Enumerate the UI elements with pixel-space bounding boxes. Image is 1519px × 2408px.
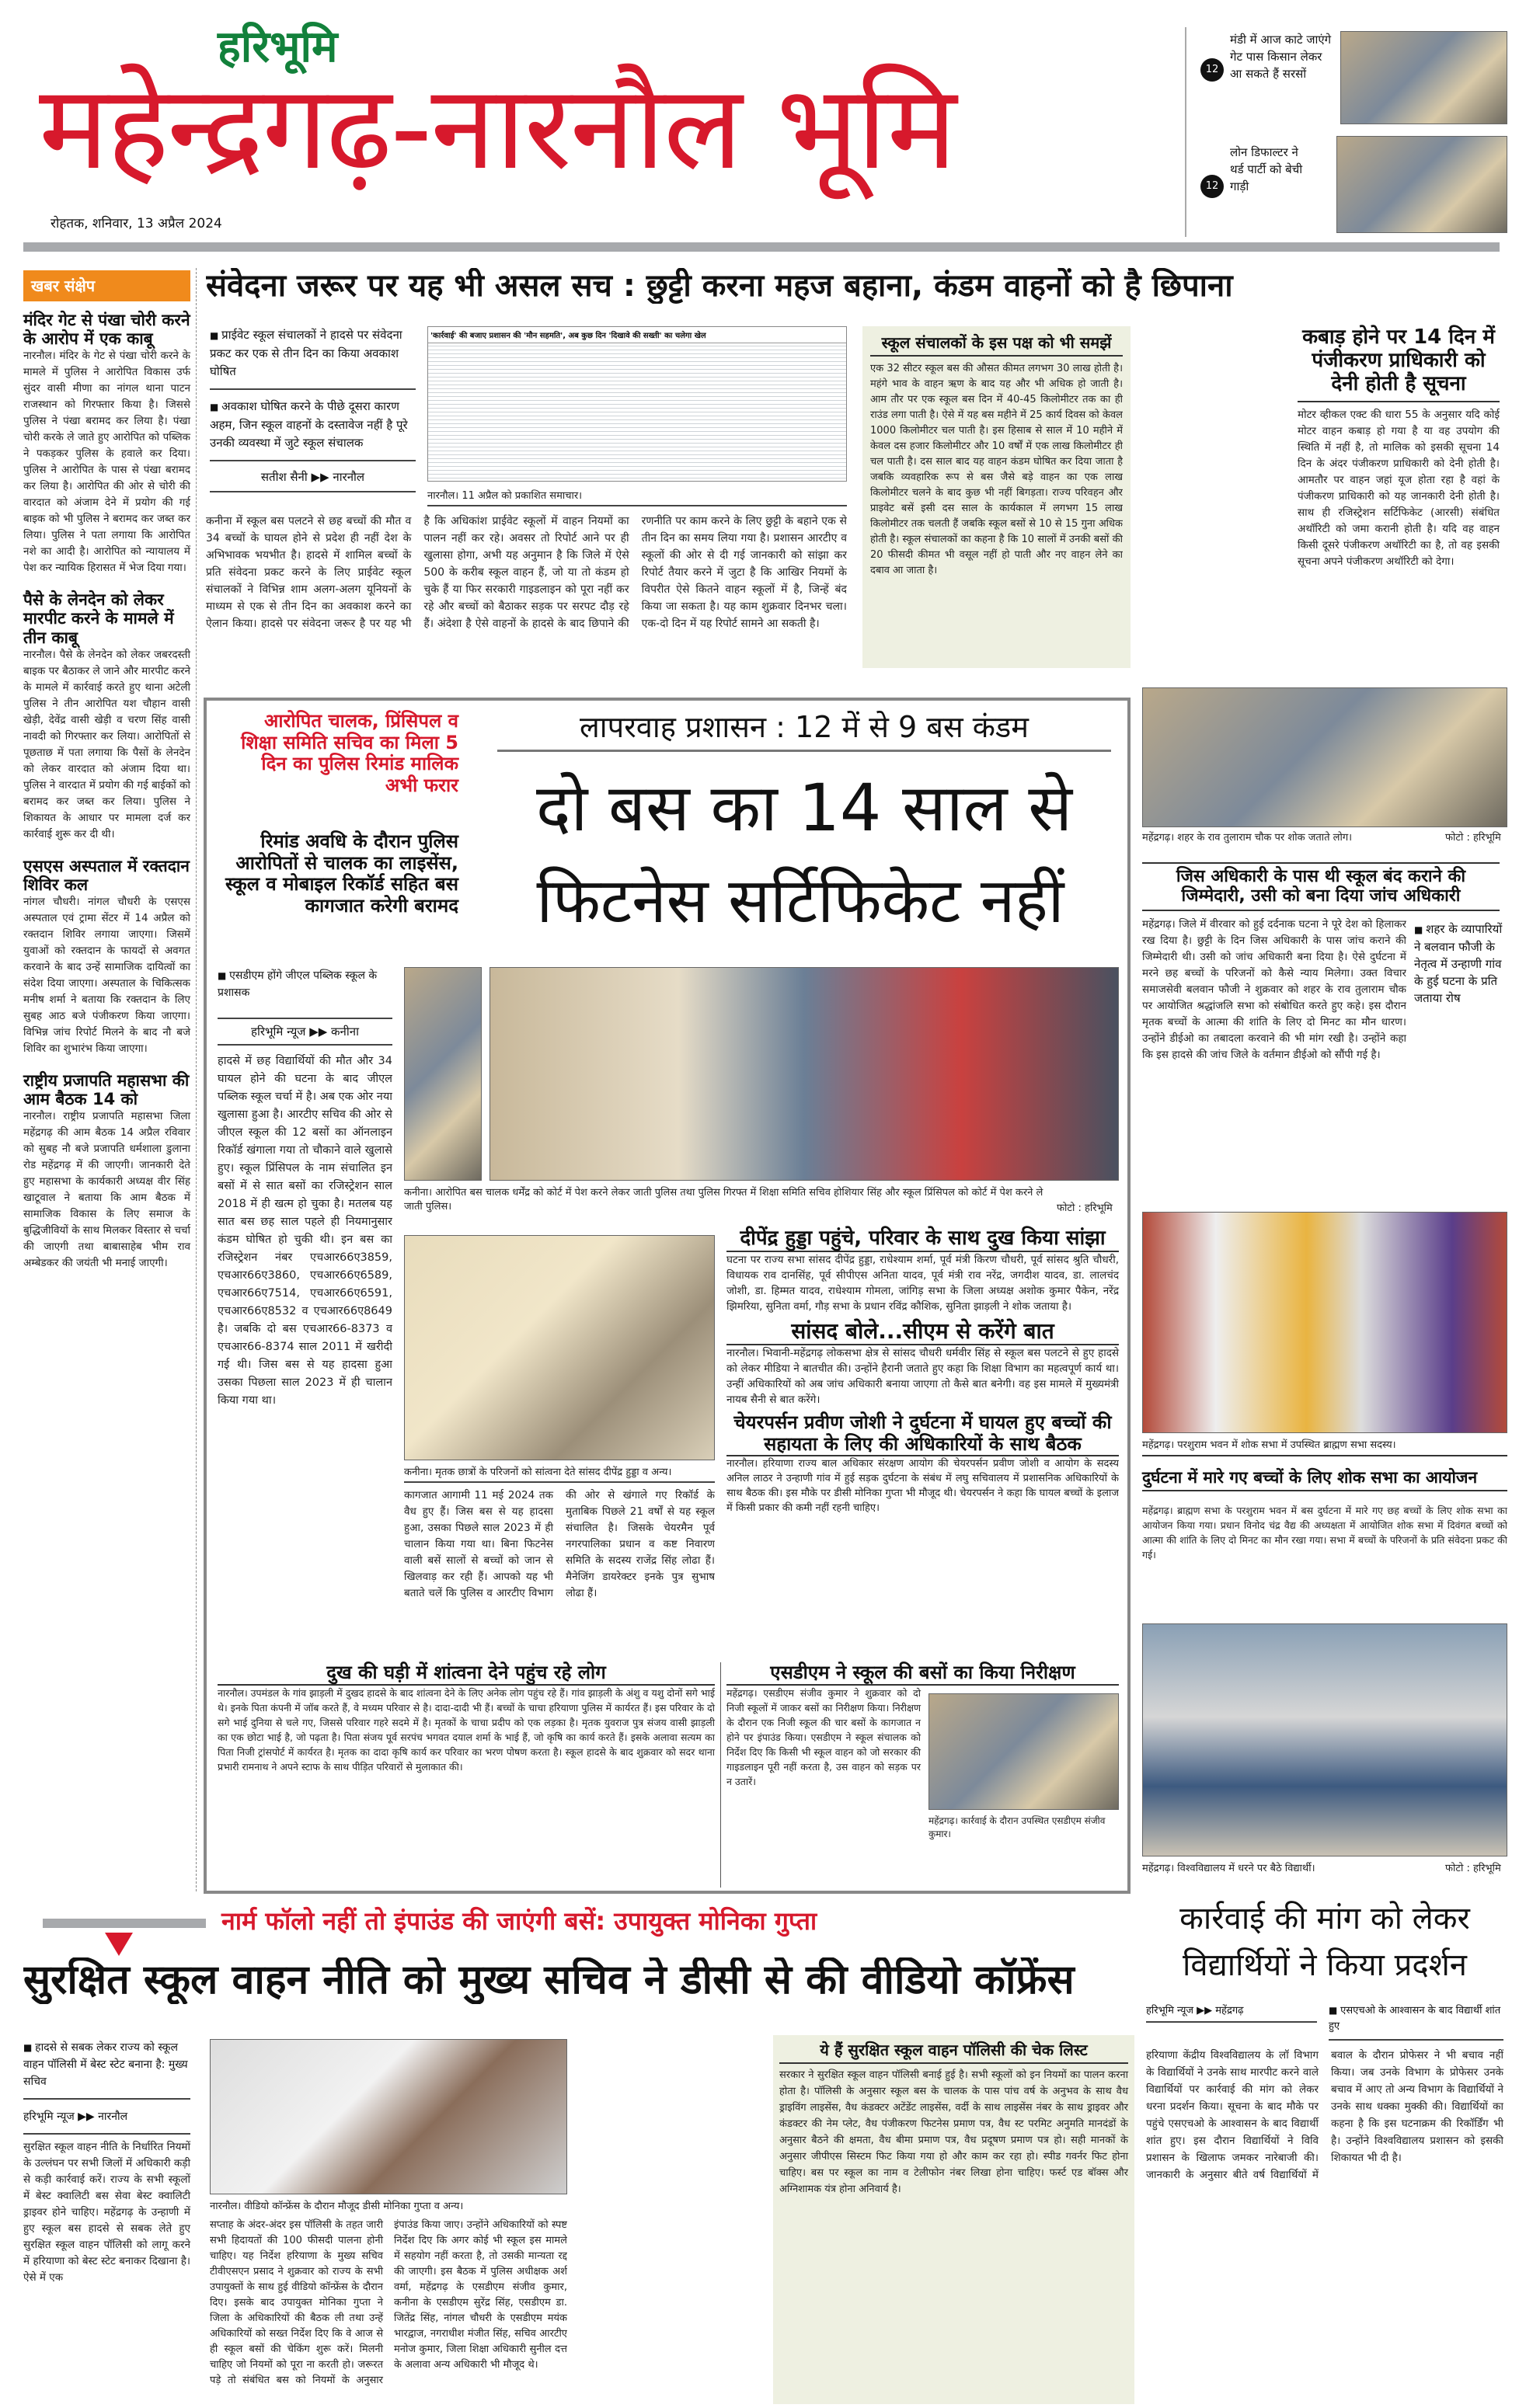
right-photo-caption-2: महेंद्रगढ़। परशुराम भवन में शोक सभा में उपस्थित ब्राह्मण सभा सदस्य। [1142, 1437, 1507, 1456]
photo-credit: फोटो : हरिभूमि [1445, 1863, 1501, 1874]
story-title: कबाड़ होने पर 14 दिन में पंजीकरण प्राधिकारी को देनी होती है सूचना [1298, 326, 1500, 402]
masthead-title: महेन्द्रगढ़-नारनौल भूमि [39, 61, 956, 196]
clipping-image [427, 326, 847, 482]
sub-text: नारनौल। हरियाणा राज्य बाल अधिकार संरक्षण आयोग की चेयरपर्सन प्रवीण जोशी व आयोग के सदस्य अनिल लाठर ने उन्हाणी गांव में हुई सड़क दुर्घटना के संबंध में लघु सचिवालय में प्रशासनिक अधिकारियों के साथ बैठक की। इस मौके पर डीसी मोनिका गुप्ता भी मौजूद थी। चेयरपर्सन ने कहा कि घायल बच्चों के इलाज में किसी प्रकार की कमी नहीं रहनी चाहिए। [726, 1458, 1119, 1515]
kicker-arrow-icon [105, 1933, 133, 1956]
brief-text: नारनौल। मंदिर के गेट से पंखा चोरी करने के मामले में पुलिस ने आरोपित विकास उर्फ सुंदर वासी मीणा का नांगल थाना पाटन राजस्थान को गिरफ्तार किया है। जिससे पुलिस ने पंखा बरामद कर लिया है। पंखा चोरी करके ले जाते हुए आरोपित को पब्लिक ने पकड़कर पुलिस के हवाले कर दिया। पुलिस ने आरोपित के पास से पंखा बरामद कर लिया है। आरोपित की ओर से चोरी की वारदात को अंजाम देने में प्रयोग की गई बाइक को भी पुलिस ने बरामद कर जब्त कर लिया। पुलिस ने पता लगाया कि आरोपित नशे का आदी है। आरोपित को न्यायालय में पेश कर न्यायिक हिरासत में भेज दिया गया। [23, 350, 190, 575]
video-conference-photo [210, 2039, 567, 2194]
main-kicker: लापरवाह प्रशासन : 12 में से 9 बस कंडम [497, 711, 1111, 752]
sub-title: दुख की घड़ी में शांत्वना देने पहुंच रहे लोग [218, 1662, 715, 1686]
sdm-caption: महेंद्रगढ़। कार्रवाई के दौरान उपस्थित एसडीएम संजीव कुमार। [928, 1815, 1106, 1839]
right-photo-protest [1142, 1623, 1507, 1856]
main-photo-caption-2: कनीना। मृतक छात्रों के परिजनों को सांत्वना देते सांसद दीपेंद्र हुड्डा व अन्य। [404, 1464, 715, 1483]
bottom-bullet: ■ हादसे से सबक लेकर राज्य को स्कूल वाहन पॉलिसी में बेस्ट स्टेट बनाना है: मुख्य सचिव [23, 2039, 190, 2100]
protest-bullet: ■ एसएचओ के आश्वासन के बाद विद्यार्थी शांत हुए [1329, 2003, 1503, 2041]
right-text-1: महेंद्रगढ़। जिले में वीरवार को हुई दर्दनाक घटना ने पूरे देश को हिलाकर रख दिया है। छुट्टी के दिन जिस अधिकारी के पास जांच कराने की जिम्मेदारी थी। उसी को जांच अधिकारी बना दिया है। ऐसे दुर्घटना में मरने छह बच्चों के परिजनों को कैसे न्याय मिलेगा। उक्त विचार समाजसेवी बलवान फौजी ने शुक्रवार को शहर के राव तुलाराम चौक पर आयोजित श्रद्धांजलि सभा को संबोधित करते हुए कहे। इस दौरान मृतक बच्चों के आत्मा की शांति के लिए दो मिनट का मौन धारण। उन्होंने डीईओ का तबादला करवाने की भी मांग रखी है। उन्होंने कहा कि इस हादसे की जांच जिले के वर्तमान डीईओ को सौंपी गई है। [1142, 918, 1406, 1061]
main-body-text-2: कागजात आगामी 11 मई 2024 तक वैध हुए हैं। जिस बस से यह हादसा हुआ, उसका पिछले साल 2023 में ही चालान किया गया था। बिना फिटनेस वाली बसें सालों से बच्चों को जान से खिलवाड़ कर रही हैं। आपको यह भी बताते चलें कि पुलिस व आरटीए विभाग की ओर से खंगाले गए रिकॉर्ड के मुताबिक पिछले 21 वर्षों से यह स्कूल संचालित है। जिसके चेयरमैन पूर्व नगरपालिका प्रधान व कष्ट निवारण समिति के सदस्य राजेंद्र सिंह लोढा हैं। मैनेजिंग डायरेक्टर इनके पुत्र सुभाष लोढा हैं। [404, 1489, 715, 1599]
right-side-bullet: ■ शहर के व्यापारियों ने बलवान फौजी के नेतृत्व में उन्हाणी गांव के हुई घटना के प्रति जताया रोष [1414, 920, 1503, 1007]
top-body-text: कनीना में स्कूल बस पलटने से छह बच्चों की मौत व 34 बच्चों के घायल होने से प्रदेश ही नहीं देश के अभिभावक भयभीत है। हादसे में शामिल बच्चों के प्रति संवेदना प्रकट करने के लिए प्राईवेट स्कूल संचालकों ने विभिन्न शाम अलग-अलग यूनियनों के माध्यम से एक से तीन दिन का अवकाश करने का ऐलान किया। हादसे पर संवेदना जरूर है पर यह भी है कि अधिकांश प्राईवेट स्कूलों में वाहन नियमों का पालन नहीं कर रहे। अवसर तो रिपोर्ट आने पर ही खुलासा होगा, अभी यह अनुमान है कि जिले में ऐसे 500 के करीब स्कूल वाहन हैं, जो या तो कंडम हो चुके हैं या फिर सरकारी गाइडलाइन को पूरा नहीं कर रहे और बच्चों को बैठाकर सड़क पर सरपट दौड़ रहे हैं। अंदेशा है ऐसे वाहनों के हादसे के बाद छिपाने की रणनीति पर काम करने के लिए छुट्टी के बहाने एक से तीन दिन का समय लिया गया है। प्रशासन आरटीए व स्कूलों की ओर से दी गई जानकारी को सांझा कर रिपोर्ट तैयार करने में जुटा है कि आखिर नियमों के विपरीत ऐसे कितने वाहन स्कूलों में है, जिन्हें बंद किया जा सकता है। यह काम शुक्रवार दिनभर चला। एक-दो दिन में यह रिपोर्ट सामने आ सकती है। [206, 515, 847, 630]
sub-title: चेयरपर्सन प्रवीण जोशी ने दुर्घटना में घायल हुए बच्चों की सहायता के लिए की अधिकारियों के साथ बैठक [726, 1412, 1119, 1456]
photo-credit: फोटो : हरिभूमि [1057, 1202, 1113, 1214]
main-body-text: हादसे में छह विद्यार्थियों की मौत और 34 घायल होने की घटना के बाद जीएल पब्लिक स्कूल चर्चा में है। अब एक ओर नया खुलासा हुआ है। आरटीए सचिव की ओर से जीएल स्कूल की 12 बसों का ऑनलाइन रिकॉर्ड खंगाला गया तो चौकाने वाले खुलासे हुए। स्कूल प्रिंसिपल के नाम संचालित इन बसों में से सात बसों का रजिस्ट्रेशन साल 2018 में ही खत्म हो चुका है। मतलब यह सात बस छह साल पहले ही नियमानुसार कंडम घोषित हो चुकी थी। इन बस का रजिस्ट्रेशन नंबर एचआर66ए3859, एचआर66ए3860, एचआर66ए6589, एचआर66ए7514, एचआर66ए6591, एचआर66ए8532 व एचआर66ए8649 है। जबकि दो बस एचआर66-8373 व एचआर66-8374 साल 2011 में खरीदी गई थी। जिस बस से यह हादसा हुआ उसका पिछला साल 2023 में ही चालान किया गया था। [218, 1055, 392, 1407]
brief-item[interactable] [23, 1071, 190, 1272]
brief-list [23, 311, 190, 1272]
bottom-left-meta [23, 2039, 190, 2286]
sub-title: सांसद बोले...सीएम से करेंगे बात [726, 1319, 1119, 1345]
bullet-point: ■ अवकाश घोषित करने के पीछे दूसरा कारण अहम, जिन स्कूल वाहनों के दस्तावेज नहीं है पूरे उनकी व्यवस्था में जुटे स्कूल संचालक [210, 398, 416, 461]
main-headline-1: दो बस का 14 साल से [535, 770, 1073, 846]
sub-title: दीपेंद्र हुड्डा पहुंचे, परिवार के साथ दुख किया सांझा [726, 1227, 1119, 1252]
masthead-rule [23, 242, 1500, 252]
kicker-marker [43, 1919, 206, 1928]
protest-byline: हरिभूमि न्यूज ▶▶ महेंद्रगढ़ [1146, 2003, 1317, 2023]
teaser-photo [1336, 136, 1507, 233]
main-photo-caption-1: कनीना। आरोपित बस चालक धर्मेंद्र को कोर्ट में पेश करने लेकर जाती पुलिस तथा पुलिस गिरफ्त में शिक्षा समिति सचिव होशियार सिंह और स्कूल प्रिंसिपल को कोर्ट में पेश करने ले जाती पुलिस। [404, 1187, 1043, 1213]
sub-text: घटना पर राज्य सभा सांसद दीपेंद्र हुड्डा, राधेश्याम शर्मा, पूर्व मंत्री किरण चौधरी, पूर्व सांसद श्रुति चौधरी, विधायक राव दानसिंह, पूर्व सीपीएस अनिता यादव, पूर्व मंत्री राव नरेंद्र, जगदीश यादव, डा. लालचंद जोशी, डा. हिम्मत यादव, राधेश्याम गोमला, जांगिड़ सभा के जिला अध्यक्ष अशोक कुमार पैकेन, नरेंद्र झिमरिया, सुनिता वर्मा, गौड़ सभा के प्रधान रविंद्र कौशिक, सुनिता झाड़ली ने शोक जताया है। [726, 1253, 1119, 1313]
dateline: रोहतक, शनिवार, 13 अप्रैल 2024 [51, 216, 222, 231]
sub-story-condolence [218, 1662, 715, 1774]
teaser-2[interactable] [1200, 136, 1511, 237]
right-photo-tribute [1142, 687, 1507, 827]
brief-title: मंदिर गेट से पंखा चोरी करने के आरोप में एक काबू [23, 311, 190, 349]
photo-credit: फोटो : हरिभूमि [1445, 832, 1501, 844]
story-text: मोटर व्हीकल एक्ट की धारा 55 के अनुसार यदि कोई मोटर वाहन कबाड़ हो गया है या वह उपयोग की स्थिति में नहीं है, तो मालिक को इसकी सूचना 14 दिन के अंदर पंजीकरण प्राधिकारी को देनी होती है। आमतौर पर वाहन जहां यूज होता रहा है वहां के पंजीकरण प्राधिकारी को यह जानकारी देनी होती है। साथ ही रजिस्ट्रेशन सर्टिफिकेट (आरसी) संबंधित अथॉरिटी को जमा करानी होती है। यदि वह वाहन किसी दूसरे पंजीकरण अथॉरिटी का है, तो वह इसकी सूचना अपने पंजीकरण अथॉरिटी को देगा। [1298, 408, 1500, 568]
column-divider [196, 268, 197, 1891]
right-headline-1: जिस अधिकारी के पास थी स्कूल बंद कराने की जिम्मेदारी, उसी को बना दिया जांच अधिकारी [1142, 862, 1500, 911]
sub-text: नारनौल। भिवानी-महेंद्रगढ़ लोकसभा क्षेत्र से सांसद चौधरी धर्मवीर सिंह से स्कूल बस पलटने से हुए हादसे को लेकर मीडिया ने बातचीत की। उन्होंने हैरानी जताते हुए कहा कि शिक्षा विभाग का महत्वपूर्ण कार्य था। उन्हीं अधिकारियों को अब जांच अधिकारी बनाया जाएगा तो कैसे बात बनेगी। वह इस मामले में मुख्यमंत्री नायब सैनी से बात करेंगे। [726, 1347, 1119, 1407]
clipping-caption: नारनौल। 11 अप्रैल को प्रकाशित समाचार। [427, 488, 847, 506]
column-rule [720, 1662, 721, 1888]
brief-item[interactable] [23, 590, 190, 842]
sub-title: एसडीएम ने स्कूल की बसों का किया निरीक्षण [726, 1662, 1119, 1686]
protest-headline: कार्रवाई की मांग को लेकर विद्यार्थियों ने किया प्रदर्शन [1179, 1901, 1470, 1983]
right-photo-caption-1: महेंद्रगढ़। शहर के राव तुलाराम चौक पर शोक जताते लोग। [1142, 832, 1353, 844]
brief-text: नारनौल। पैसे के लेनदेन को लेकर जबरदस्ती बाइक पर बैठाकर ले जाने और मारपीट करने के मामले में कार्रवाई करते हुए थाना अटेली पुलिस ने तीन आरोपित यश चौहान वासी खेड़ी, देवेंद्र वासी खेड़ी व चरण सिंह वासी नावदी को गिरफ्तार कर लिया। आरोपितों से पूछताछ में पता लगाया कि पैसों के लेनदेन को लेकर वारदात को अंजाम दिया था। पुलिस ने वारदात में प्रयोग की गई बाईकों को बरामद कर जब्त कर लिया। पुलिस ने शिकायत के आधार पर मामला दर्ज कर कार्रवाई शुरू कर दी थी। [23, 648, 190, 840]
sub-story-sdm [726, 1662, 1119, 1839]
clipping-title: 'कार्रवाई' की बजाए प्रशासन की 'मौन सहमति', अब कुछ दिन 'दिखावे की सख्ती' का चलेगा खेल [428, 327, 846, 343]
teaser-1[interactable] [1200, 31, 1511, 117]
bottom-text-2: सप्ताह के अंदर-अंदर इस पॉलिसी के तहत जारी सभी हिदायतों की 100 फीसदी पालना होनी चाहिए। यह निर्देश हरियाणा के मुख्य सचिव टीवीएसएन प्रसाद ने शुक्रवार को राज्य के सभी उपायुक्तों के साथ हुई वीडियो कॉन्फ्रेंस के दौरान दिए। इसके बाद उपायुक्त मोनिका गुप्ता ने जिला के अधिकारियों की बैठक ली तथा उन्हें अधिकारियों को सख्त निर्देश दिए कि वे आज से ही स्कूल बसों की चेकिंग शुरू करें। मिलनी चाहिए जो नियमों को पूरा ना करती हो। जरूरत पड़े तो संबंधित बस को नियमों के अनुसार इंपाउंड किया जाए। उन्होंने अधिकारियों को स्पष्ट निर्देश दिए कि अगर कोई भी स्कूल इस मामले में सहयोग नहीं करता है, तो उसकी मान्यता रद्द की जाएगी। इस बैठक में पुलिस अधीक्षक अर्श वर्मा, महेंद्रगढ़ के एसडीएम संजीव कुमार, कनीना के एसडीएम सुरेंद्र सिंह, एसडीएम डा. जितेंद्र सिंह, नांगल चौधरी के एसडीएम मयंक भारद्वाज, नगराधीश मंजीत सिंह, सचिव आरटीए मनोज कुमार, जिला शिक्षा अधिकारी सुनील दत्त के अलावा अन्य अधिकारी भी मौजूद थे। [210, 2219, 567, 2386]
checklist-title: ये हैं सुरक्षित स्कूल वाहन पॉलिसी की चेक लिस्ट [779, 2041, 1128, 2064]
main-photo-court-1 [404, 967, 482, 1181]
box-title: स्कूल संचालकों के इस पक्ष को भी समझें [870, 334, 1123, 357]
brief-title: पैसे के लेनदेन को लेकर मारपीट करने के मामले में तीन काबू [23, 590, 174, 647]
bottom-byline: हरिभूमि न्यूज ▶▶ नारनौल [23, 2100, 190, 2135]
main-byline: हरिभूमि न्यूज ▶▶ कनीना [218, 1018, 392, 1046]
main-bullet: ■ एसडीएम होंगे जीएल पब्लिक स्कूल के प्रशासक [218, 967, 388, 1001]
bottom-headline: सुरक्षित स्कूल वाहन नीति को मुख्य सचिव ने डीसी से की वीडियो कॉफ्रेंस [23, 1957, 1075, 2003]
top-bullets [210, 326, 416, 492]
box-text: एक 32 सीटर स्कूल बस की औसत कीमत लगभग 30 लाख होती है। महंगे भाव के वाहन ऋण के बाद यह और भी अधिक हो जाती है। आम तौर पर एक स्कूल बस दिन में 40-45 किलोमीटर तक का ही राउंड लगा पाती है। ऐसे में यह बस महीने में 25 कार्य दिवस को केवल 1000 किलोमीटर चल पाती है। इस हिसाब से साल में 10 महीने में केवल दस हजार किलोमीटर और 10 वर्षों में एक लाख किलोमीटर ही चल पाती है। दस साल बाद यह वाहन कंडम घोषित कर दिया जाता है जबकि व्यवहारिक रूप से बस जैसे बड़े वाहन का एक लाख किलोमीटर चलने के बाद कुछ भी नहीं बिगड़ता। राज्य परिवहन और प्राइवेट बसें इसी दस साल के कार्यकाल में लगभग 15 लाख किलोमीटर तक चलती हैं जबकि स्कूल बसों से 10 से 15 गुना अधिक होती है। स्कूल संचालकों का कहना है कि 10 सालों में उनकी बसों की 20 फीसदी कीमत भी वसूल नहीं हो पाती और नए वाहन लेने का दबाव आ जाता है। [870, 363, 1123, 576]
sdm-photo [928, 1693, 1119, 1810]
checklist-text: सरकार ने सुरक्षित स्कूल वाहन पॉलिसी बनाई हुई है। सभी स्कूलों को इन नियमों का पालन करना होता है। पॉलिसी के अनुसार स्कूल बस के चालक के पास पांच वर्ष के अनुभव के साथ वैध ड्राइविंग लाइसेंस, वैध कंडक्टर अटेंडेंट लाइसेंस, वर्दी के साथ लाइसेंस नंबर के साथ ड्राइवर और कंडक्टर की नेम प्लेट, वैध पंजीकरण फिटनेस प्रमाण पत्र, वैध स्ट परमिट अनुमति मानदंडों के अनुसार बैठने की क्षमता, वैध बीमा प्रमाण पत्र, वैध प्रदूषण प्रमाण पत्र हो। सही मानकों के अनुसार जीपीएस सिस्टम फिट किया गया हो और काम कर रहा हो। स्पीड गवर्नर फिट होना चाहिए। बस पर स्कूल का नाम व टेलीफोन नंबर लिखा होना चाहिए। फर्स्ट एड बॉक्स और अग्निशामक यंत्र होना अनिवार्य है। [779, 2069, 1128, 2195]
scrap-notice-story [1142, 326, 1507, 570]
brief-text: नारनौल। राष्ट्रीय प्रजापति महासभा जिला महेंद्रगढ़ की आम बैठक 14 अप्रैल रविवार को सुबह नौ बजे प्रजापति धर्मशाला डुलाना रोड महेंद्रगढ़ में की जाएगी। जानकारी देते हुए महासभा के कार्यकारी अध्यक्ष वीर सिंह खाटूवाल ने बताया कि आम बैठक में सामाजिक विकास के लिए समाज के बुद्धिजीवियों के साथ मिलकर विस्तार से चर्चा की जाएगी तथा बाबासाहेब भीम राव अम्बेडकर की जयंती भी मनाई जाएगी। [23, 1110, 190, 1270]
sub-text: महेंद्रगढ़। एसडीएम संजीव कुमार ने शुक्रवार को दो निजी स्कूलों में जाकर बसों का निरीक्षण किया। निरीक्षण के दौरान एक निजी स्कूल की चार बसों के कागजात न होने पर इंपाउंड किया। एसडीएम ने स्कूल संचालक को निर्देश दिए कि किसी भी स्कूल वाहन को जो सरकार की गाइडलाइन पूरी नहीं करता है, उस वाहन को सड़क पर न उतारें। [726, 1686, 921, 1787]
right-photo-meeting [1142, 1212, 1507, 1433]
brief-title: राष्ट्रीय प्रजापति महासभा की आम बैठक 14 को [23, 1070, 190, 1109]
sub-text: नारनौल। उपमंडल के गांव झाड़ली में दुखद हादसे के बाद शांत्वना देने के लिए अनेक लोग पहुंच रहे हैं। गांव झाड़ली के अंशु व यशु दोनों सगे भाई थे। इनके पिता कंपनी में जॉब करते हैं, वे मध्यम परिवार से है। दादा-दादी भी हैं। बच्चों के चाचा हरियाणा पुलिस में कार्यरत हैं। इस परिवार के दो सगे भाई दुनिया से चले गए, जिससे परिवार गहरे सदमे में है। मृतकों के चाचा प्रदीप को एक लड़का है। मृतक युवराज पुत्र संजय वासी झाड़ली का एक छोटा भाई है, जो पढ़ता है। पिता संजय पूर्व सरपंच भगवत दयाल शर्मा के भाई हैं, जो कृषि का कार्य करते हैं। इसके अलावा सत्यम का पिता निजी ट्रांसपोर्ट में कार्यरत है। मृतक का दादा कृषि कार्य कर परिवार का भरण पोषण करता है। स्कूल हादसे के बाद शुक्रवार को सदर थाना प्रभारी रामनाथ ने अपने स्टाफ के साथ पीड़ित परिवारों से मुलाकात की। [218, 1686, 715, 1773]
teaser-text: लोन डिफाल्टर ने थर्ड पार्टी को बेची गाड़ी [1230, 145, 1303, 193]
teaser-divider [1185, 27, 1186, 237]
page-badge: 12 [1200, 58, 1224, 82]
brand-logo: हरिभूमि [218, 22, 338, 72]
brief-text: नांगल चौधरी। नांगल चौधरी के एसएस अस्पताल एवं ट्रामा सेंटर में 14 अप्रैल को रक्तदान शिविर लगाया जाएगा। जिसमें युवाओं को रक्तदान के फायदों से अवगत करवाने के बाद उन्हें सामाजिक दायित्वों का संदेश दिया जाएगा। अस्पताल के चिकित्सक मनीष शर्मा ने बताया कि रक्तदान के लिए सुबह आठ बजे पंजीकरण किया जाएगा। विभिन्न जांच रिपोर्ट मिलने के बाद नौ बजे शिविर का शुभारंभ किया जाएगा। [23, 895, 190, 1055]
brief-label: खबर संक्षेप [23, 270, 190, 301]
byline: सतीश सैनी ▶▶ नारनौल [210, 469, 416, 492]
main-side-red: आरोपित चालक, प्रिंसिपल व शिक्षा समिति सचिव का मिला 5 दिन का पुलिस रिमांड मालिक अभी फरार [241, 710, 458, 796]
bullet-point: ■ प्राईवेट स्कूल संचालकों ने हादसे पर संवेदना प्रकट कर एक से तीन दिन का किया अवकाश घोषित [210, 326, 416, 390]
page-badge: 12 [1200, 175, 1224, 198]
brief-item[interactable] [23, 311, 190, 576]
main-side-black: रिमांड अवधि के दौरान पुलिस आरोपितों से चालक का लाइसेंस, स्कूल व मोबाइल रिकॉर्ड सहित बस कागजात करेगी बरामद [225, 830, 458, 917]
school-operators-box [862, 326, 1131, 668]
brief-title: एसएस अस्पताल में रक्तदान शिविर कल [23, 856, 190, 894]
video-conference-caption: नारनौल। वीडियो कॉन्फ्रेंस के दौरान मौजूद डीसी मोनिका गुप्ता व अन्य। [210, 2201, 464, 2212]
teaser-text: मंडी में आज काटे जाएंगे गेट पास किसान लेकर आ सकते हैं सरसों [1230, 33, 1332, 81]
main-headline-2: फिटनेस सर्टिफिकेट नहीं [536, 865, 1064, 937]
main-photo-court-2 [489, 967, 1119, 1181]
sub-story-deependra [726, 1227, 1119, 1546]
checklist-box [773, 2035, 1134, 2404]
main-photo-condolence [404, 1235, 715, 1460]
bottom-text: सुरक्षित स्कूल वाहन नीति के निर्धारित नियमों के उल्लंघन पर सभी जिलों में अधिकारी कड़ी से कड़ी कार्रवाई करें। राज्य के सभी स्कूलों में बेस्ट क्वालिटी बस सेवा बेस्ट क्वालिटी ड्राइवर होने चाहिए। महेंद्रगढ़ के उन्हाणी में हुए स्कूल बस हादसे से सबक लेते हुए सुरक्षित स्कूल वाहन पॉलिसी को लागू करने में हरियाणा को बेस्ट स्टेट बनाकर दिखाना है। ऐसे में एक [23, 2141, 190, 2284]
teaser-photo [1340, 31, 1507, 124]
brief-item[interactable] [23, 857, 190, 1057]
right-headline-2: दुर्घटना में मारे गए बच्चों के लिए शोक सभा का आयोजन [1142, 1468, 1507, 1491]
right-photo-caption-3: महेंद्रगढ़। विश्वविद्यालय में धरने पर बैठे विद्यार्थी। [1142, 1863, 1315, 1874]
top-headline: संवेदना जरूर पर यह भी असल सच : छुट्टी करना महज बहाना, कंडम वाहनों को है छिपाना [206, 268, 1233, 304]
protest-text: हरियाणा केंद्रीय विश्वविद्यालय के लॉ विभाग के विद्यार्थियों ने उनके साथ मारपीट करने वाले विद्यार्थियों पर कार्रवाई की मांग को लेकर धरना प्रदर्शन किया। सूचना के बाद मौके पर पहुंचे एसएचओ के आश्वासन के बाद विद्यार्थी शांत हुए। इस दौरान विद्यार्थियों ने विवि प्रशासन के खिलाफ जमकर नारेबाजी की। जानकारी के अनुसार बीते वर्ष विद्यार्थियों में बवाल के दौरान प्रोफेसर ने भी बचाव नहीं किया। जब उनके विभाग के प्रोफेसर उनके बचाव में आए तो अन्य विभाग के विद्यार्थियों ने उनके साथ धक्का मुक्की की। विद्यार्थियों का कहना है कि इस घटनाक्रम की रिकॉर्डिंग भी है। उन्होंने विश्वविद्यालय प्रशासन को इसकी शिकायत भी दी है। [1146, 2049, 1503, 2181]
bottom-kicker: नार्म फॉलो नहीं तो इंपाउंड की जाएंगी बसें: उपायुक्त मोनिका गुप्ता [221, 1906, 817, 1936]
right-text-2: महेंद्रगढ़। ब्राह्मण सभा के परशुराम भवन में बस दुर्घटना में मारे गए छह बच्चों के लिए शोक सभा का आयोजन किया गया। प्रधान विनोद चंद्र वैद्य की अध्यक्षता में आयोजित शोक सभा में दिवंगत बच्चों को आत्मा की शांति के लिए दो मिनट का मौन रखा गया। सभा में बच्चों के परिजनों के प्रति संवेदना प्रकट की गई। [1142, 1505, 1507, 1561]
